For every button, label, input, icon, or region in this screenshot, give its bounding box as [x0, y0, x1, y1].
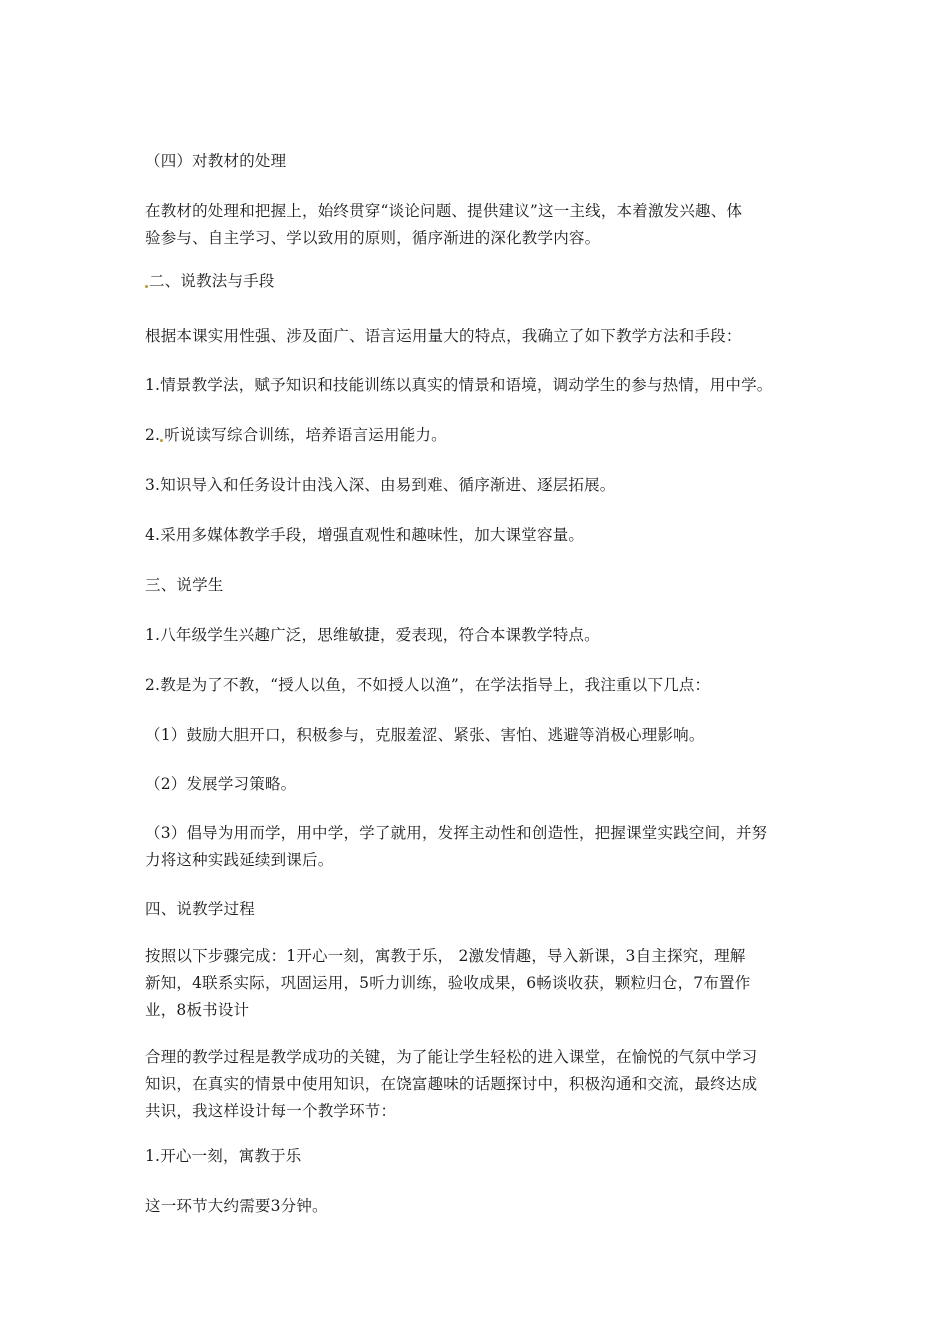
section-heading-methods	[145, 268, 810, 295]
text-line: 新知，4联系实际，巩固运用，5听力训练，验收成果，6畅谈收获，颗粒归仓，7布置作	[145, 974, 751, 992]
student-subitem-2: （2）发展学习策略。	[145, 775, 297, 793]
mark-dot	[145, 285, 148, 288]
text-line: 业，8板书设计	[145, 1001, 250, 1019]
step-1-duration: 这一环节大约需要3分钟。	[145, 1197, 328, 1215]
text-line: 合理的教学过程是教学成功的关键，为了能让学生轻松的进入课堂，在愉悦的气氛中学习	[145, 1048, 758, 1066]
method-item-2-text: 听说读写综合训练，培养语言运用能力。	[164, 426, 447, 444]
paragraph-textbook-handling	[145, 198, 810, 252]
text-line: 力将这种实践延续到课后。	[145, 851, 334, 869]
student-item-2: 2.教是为了不教，“授人以鱼，不如授人以渔”，在学法指导上，我注重以下几点：	[145, 676, 711, 694]
method-item-4: 4.采用多媒体教学手段，增强直观性和趣味性，加大课堂容量。	[145, 526, 585, 544]
paragraph-process-reason	[145, 1044, 810, 1125]
text-line: 知识，在真实的情景中使用知识，在饶富趣味的话题探讨中，积极沟通和交流，最终达成	[145, 1075, 758, 1093]
heading-textbook-handling: （四）对教材的处理	[145, 152, 287, 170]
method-item-2	[145, 422, 810, 449]
text-line: 共识，我这样设计每一个教学环节：	[145, 1102, 397, 1120]
mark-dot	[160, 439, 163, 442]
section-heading-process: 四、说教学过程	[145, 900, 255, 918]
student-item-1: 1.八年级学生兴趣广泛，思维敏捷，爱表现，符合本课教学特点。	[145, 626, 600, 644]
student-subitem-3	[145, 820, 810, 874]
method-item-2-number: 2.	[145, 426, 161, 444]
text-line: 在教材的处理和把握上，始终贯穿“谈论问题、提供建议”这一主线，本着激发兴趣、体	[145, 202, 743, 220]
section-heading-methods-text: 二、说教法与手段	[149, 272, 275, 290]
student-subitem-1: （1）鼓励大胆开口，积极参与，克服羞涩、紧张、害怕、逃避等消极心理影响。	[145, 726, 705, 744]
method-item-1: 1.情景教学法，赋予知识和技能训练以真实的情景和语境，调动学生的参与热情，用中学。	[145, 376, 773, 394]
text-line: （3）倡导为用而学，用中学，学了就用，发挥主动性和创造性，把握课堂实践空间，并努	[145, 824, 768, 842]
step-1-title: 1.开心一刻，寓教于乐	[145, 1147, 302, 1165]
text-line: 验参与、自主学习、学以致用的原则，循序渐进的深化教学内容。	[145, 229, 601, 247]
text-line: 按照以下步骤完成：1开心一刻，寓教于乐， 2激发情趣，导入新课，3自主探究，理解	[145, 947, 746, 965]
method-item-3: 3.知识导入和任务设计由浅入深、由易到难、循序渐进、逐层拓展。	[145, 476, 616, 494]
paragraph-methods-intro: 根据本课实用性强、涉及面广、语言运用量大的特点，我确立了如下教学方法和手段：	[145, 327, 742, 345]
section-heading-students: 三、说学生	[145, 576, 224, 594]
paragraph-steps	[145, 943, 810, 1024]
